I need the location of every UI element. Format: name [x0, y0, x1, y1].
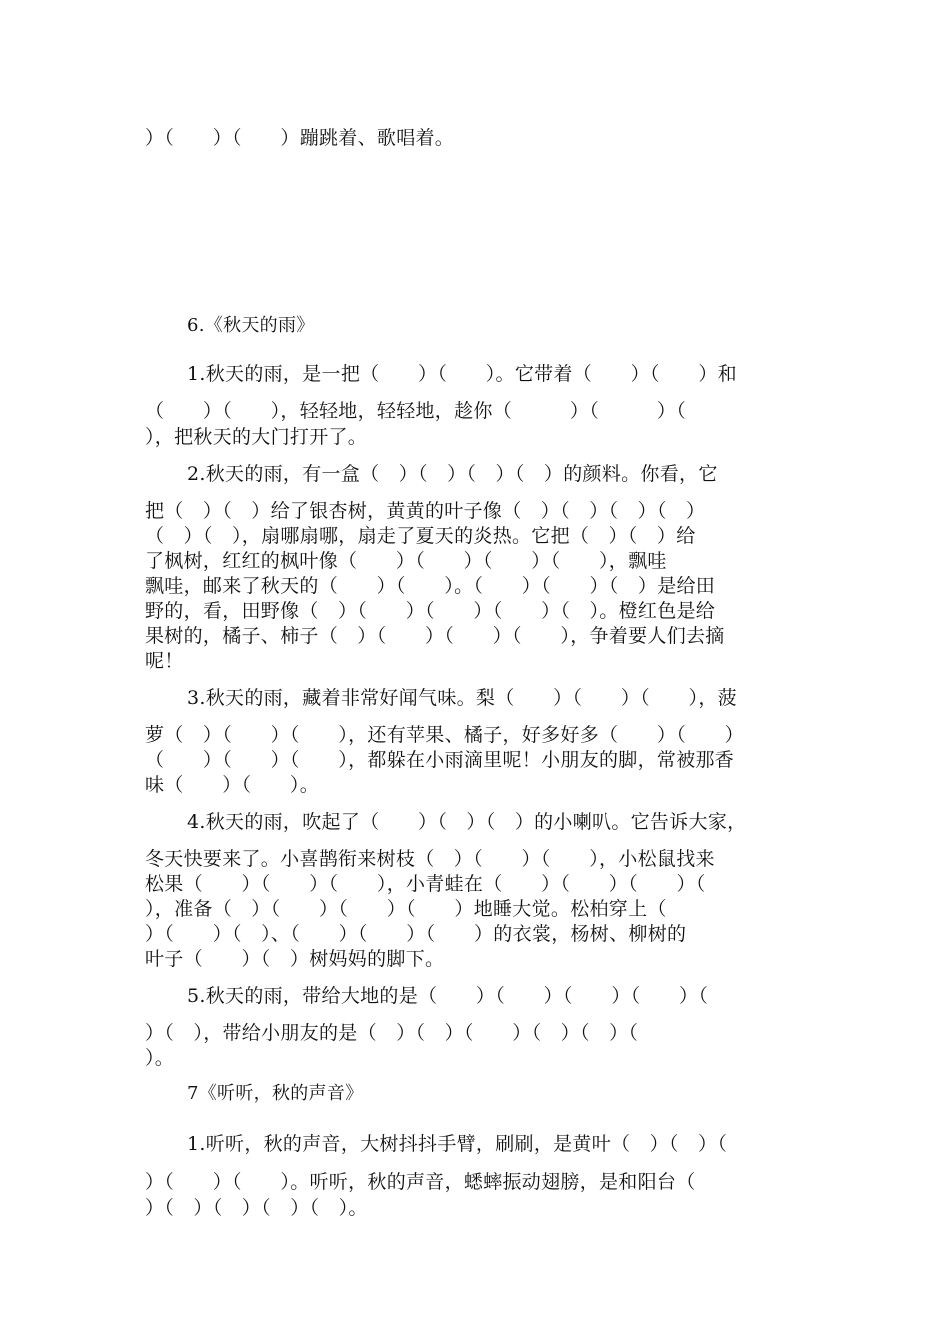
- question-line: 了枫树，红红的枫叶像（ ）（ ）（ ）（ ），飘哇: [145, 550, 667, 572]
- question-line: 5.秋天的雨，带给大地的是（ ）（ ）（ ）（ ）（: [187, 985, 709, 1007]
- question-line: ）（ ），带给小朋友的是（ ）（ ）（ ）（ ）（ ）（: [145, 1022, 639, 1044]
- question-line: 果树的，橘子、柿子（ ）（ ）（ ）（ ），争着要人们去摘: [145, 625, 725, 647]
- section-title: 6.《秋天的雨》: [187, 315, 315, 336]
- continuation-line: ）（ ）（ ）蹦跳着、歌唱着。: [145, 127, 455, 149]
- question-line: 冬天快要来了。小喜鹊衔来树枝（ ）（ ）（ ），小松鼠找来: [145, 848, 715, 870]
- question-line: 1.秋天的雨，是一把（ ）（ ）。它带着（ ）（ ）和: [187, 363, 737, 385]
- question-line: 3.秋天的雨，藏着非常好闻气味。梨（ ）（ ）（ ），菠: [187, 687, 737, 709]
- question-line: ）（ ）（ ）。听听，秋的声音，蟋蟀振动翅膀，是和阳台（: [145, 1171, 696, 1193]
- question-line: 飘哇，邮来了秋天的（ ）（ ）。（ ）（ ）（ ）是给田: [145, 575, 716, 597]
- question-line: 4.秋天的雨，吹起了（ ）（ ）（ ）的小喇叭。它告诉大家，: [187, 811, 747, 833]
- question-line: 把（ ）（ ）给了银杏树，黄黄的叶子像（ ）（ ）（ ）（ ）: [145, 500, 706, 522]
- question-line: （ ）（ ）（ ），都躲在小雨滴里呢！小朋友的脚，常被那香: [145, 749, 735, 771]
- question-line: 叶子（ ）（ ）树妈妈的脚下。: [145, 948, 445, 970]
- question-line: ）。: [145, 1047, 175, 1069]
- question-line: 萝（ ）（ ）（ ），还有苹果、橘子，好多好多（ ）（ ）: [145, 724, 744, 746]
- section-title: 7《听听，秋的声音》: [187, 1083, 364, 1104]
- question-line: ）（ ）（ ）、（ ）（ ）（ ）的衣裳，杨树、柳树的: [145, 923, 687, 945]
- question-line: ），把秋天的大门打开了。: [145, 426, 368, 448]
- question-line: 2.秋天的雨，有一盒（ ）（ ）（ ）（ ）的颜料。你看，它: [187, 463, 718, 485]
- question-line: 味（ ）（ ）。: [145, 774, 320, 796]
- question-line: （ ）（ ），轻轻地，轻轻地，趁你（ ）（ ）（: [145, 400, 687, 422]
- question-line: （ ）（ ），扇哪扇哪，扇走了夏天的炎热。它把（ ）（ ）给: [145, 525, 696, 547]
- question-line: 松果（ ）（ ）（ ），小青蛙在（ ）（ ）（ ）（: [145, 873, 706, 895]
- question-line: 1.听听，秋的声音，大树抖抖手臂，刷刷，是黄叶（ ）（ ）（: [187, 1133, 728, 1155]
- question-line: ）（ ）（ ）（ ）（ ）。: [145, 1197, 368, 1219]
- question-line: ），准备（ ）（ ）（ ）（ ）地睡大觉。松柏穿上（: [145, 898, 667, 920]
- question-line: 呢！: [145, 650, 184, 672]
- question-line: 野的，看，田野像（ ）（ ）（ ）（ ）（ ）。橙红色是给: [145, 600, 716, 622]
